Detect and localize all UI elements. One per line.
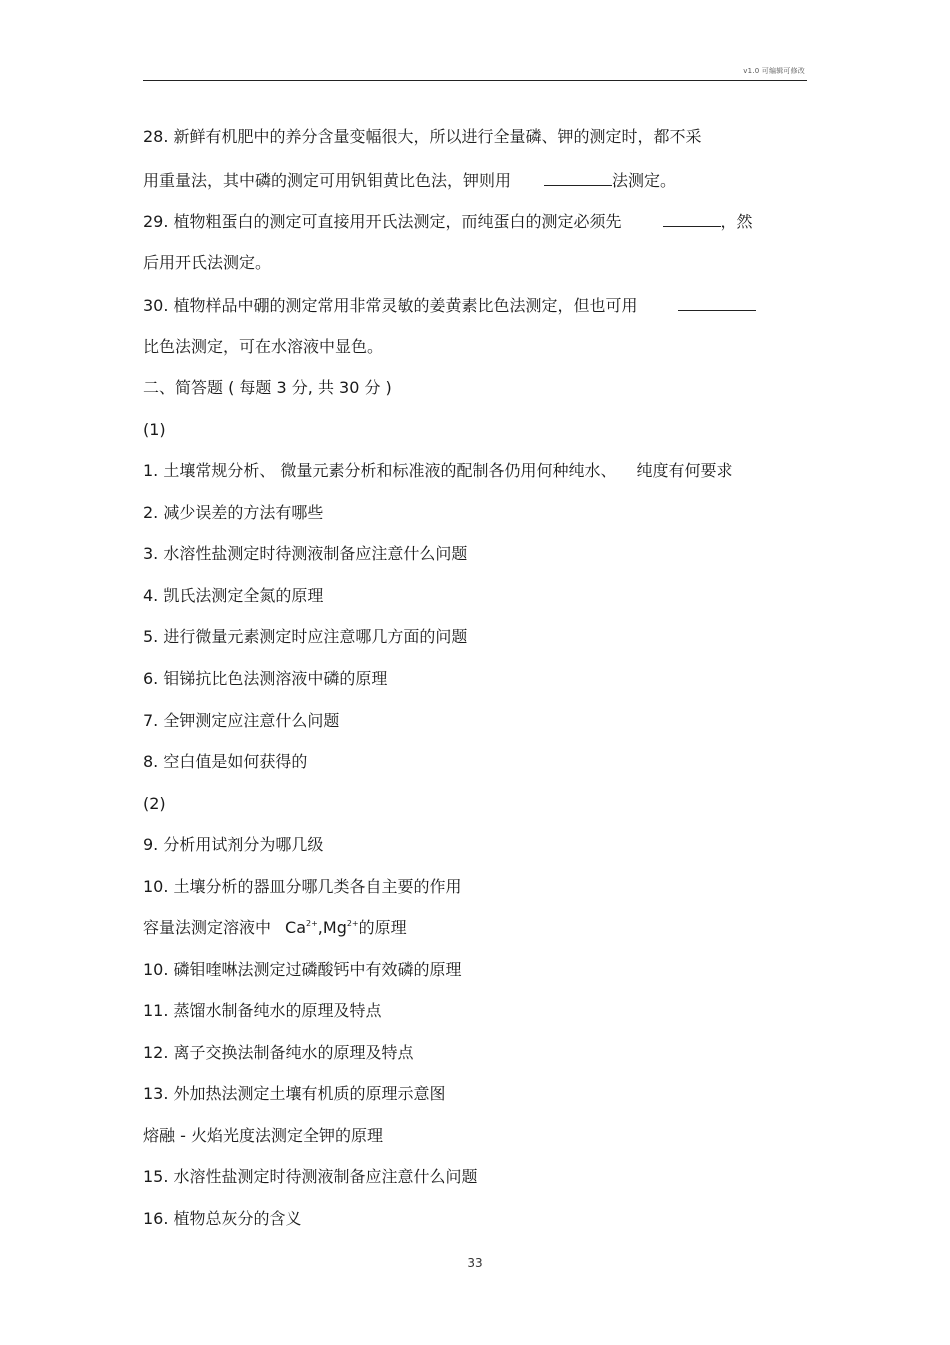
answer-blank-28[interactable] xyxy=(544,170,612,186)
short-question-6: 6. 钼锑抗比色法测溶液中磷的原理 xyxy=(143,669,388,688)
page-number: 33 xyxy=(467,1256,483,1270)
short-question-12: 12. 离子交换法制备纯水的原理及特点 xyxy=(143,1043,414,1062)
short-question-3: 3. 水溶性盐测定时待测液制备应注意什么问题 xyxy=(143,544,468,563)
short-question-flame: 熔融 - 火焰光度法测定全钾的原理 xyxy=(143,1126,383,1145)
short-question-11: 11. 蒸馏水制备纯水的原理及特点 xyxy=(143,1001,382,1020)
question-28-line-2 xyxy=(143,170,676,191)
ca-text: Ca xyxy=(285,918,306,937)
question-29-line-1 xyxy=(143,211,753,232)
short-question-16: 16. 植物总灰分的含义 xyxy=(143,1209,302,1228)
short-question-4: 4. 凯氏法测定全氮的原理 xyxy=(143,586,324,605)
short-question-1-text-b: 纯度有何要求 xyxy=(636,461,733,480)
header-version-text: v1.0 可编辑可修改 xyxy=(743,67,805,75)
short-question-13: 13. 外加热法测定土壤有机质的原理示意图 xyxy=(143,1084,446,1103)
header-rule xyxy=(143,80,807,81)
ca-mg-text-a: 容量法测定溶液中 xyxy=(143,918,272,937)
question-30-line-1 xyxy=(143,295,756,316)
section-2-heading: 二、简答题 ( 每题 3 分, 共 30 分 ) xyxy=(143,378,392,397)
question-29-text-b: ，然 xyxy=(720,212,753,231)
group-2-label: (2) xyxy=(143,794,166,813)
short-question-7: 7. 全钾测定应注意什么问题 xyxy=(143,711,340,730)
short-question-5: 5. 进行微量元素测定时应注意哪几方面的问题 xyxy=(143,627,468,646)
answer-blank-29[interactable] xyxy=(663,211,721,227)
ca-mg-text-b: 的原理 xyxy=(358,918,407,937)
mg-text: ,Mg xyxy=(317,918,347,937)
short-question-1-text-a: 1. 土壤常规分析、 微量元素分析和标准液的配制各仍用何种纯水、 xyxy=(143,461,617,480)
short-question-1 xyxy=(143,461,732,481)
question-29-text-a: 29. 植物粗蛋白的测定可直接用开氏法测定，而纯蛋白的测定必须先 xyxy=(143,212,622,231)
question-28-text-a: 用重量法，其中磷的测定可用钒钼黄比色法，钾则用 xyxy=(143,171,512,190)
short-question-8: 8. 空白值是如何获得的 xyxy=(143,752,308,771)
mg-charge: 2+ xyxy=(346,919,359,928)
short-question-10b: 10. 磷钼喹啉法测定过磷酸钙中有效磷的原理 xyxy=(143,960,462,979)
short-question-2: 2. 减少误差的方法有哪些 xyxy=(143,503,324,522)
question-28-text-b: 法测定。 xyxy=(612,171,677,190)
short-question-9: 9. 分析用试剂分为哪几级 xyxy=(143,835,324,854)
short-question-ca-mg xyxy=(143,918,407,938)
group-1-label: (1) xyxy=(143,420,166,439)
question-28-line-1: 28. 新鲜有机肥中的养分含量变幅很大，所以进行全量磷、钾的测定时，都不采 xyxy=(143,127,702,146)
short-question-10: 10. 土壤分析的器皿分哪几类各自主要的作用 xyxy=(143,877,462,896)
question-30-text-a: 30. 植物样品中硼的测定常用非常灵敏的姜黄素比色法测定，但也可用 xyxy=(143,296,638,315)
question-29-line-2: 后用开氏法测定。 xyxy=(143,253,272,272)
question-30-line-2: 比色法测定，可在水溶液中显色。 xyxy=(143,337,384,356)
ca-charge: 2+ xyxy=(306,919,318,928)
short-question-15: 15. 水溶性盐测定时待测液制备应注意什么问题 xyxy=(143,1167,478,1186)
answer-blank-30[interactable] xyxy=(678,295,756,311)
